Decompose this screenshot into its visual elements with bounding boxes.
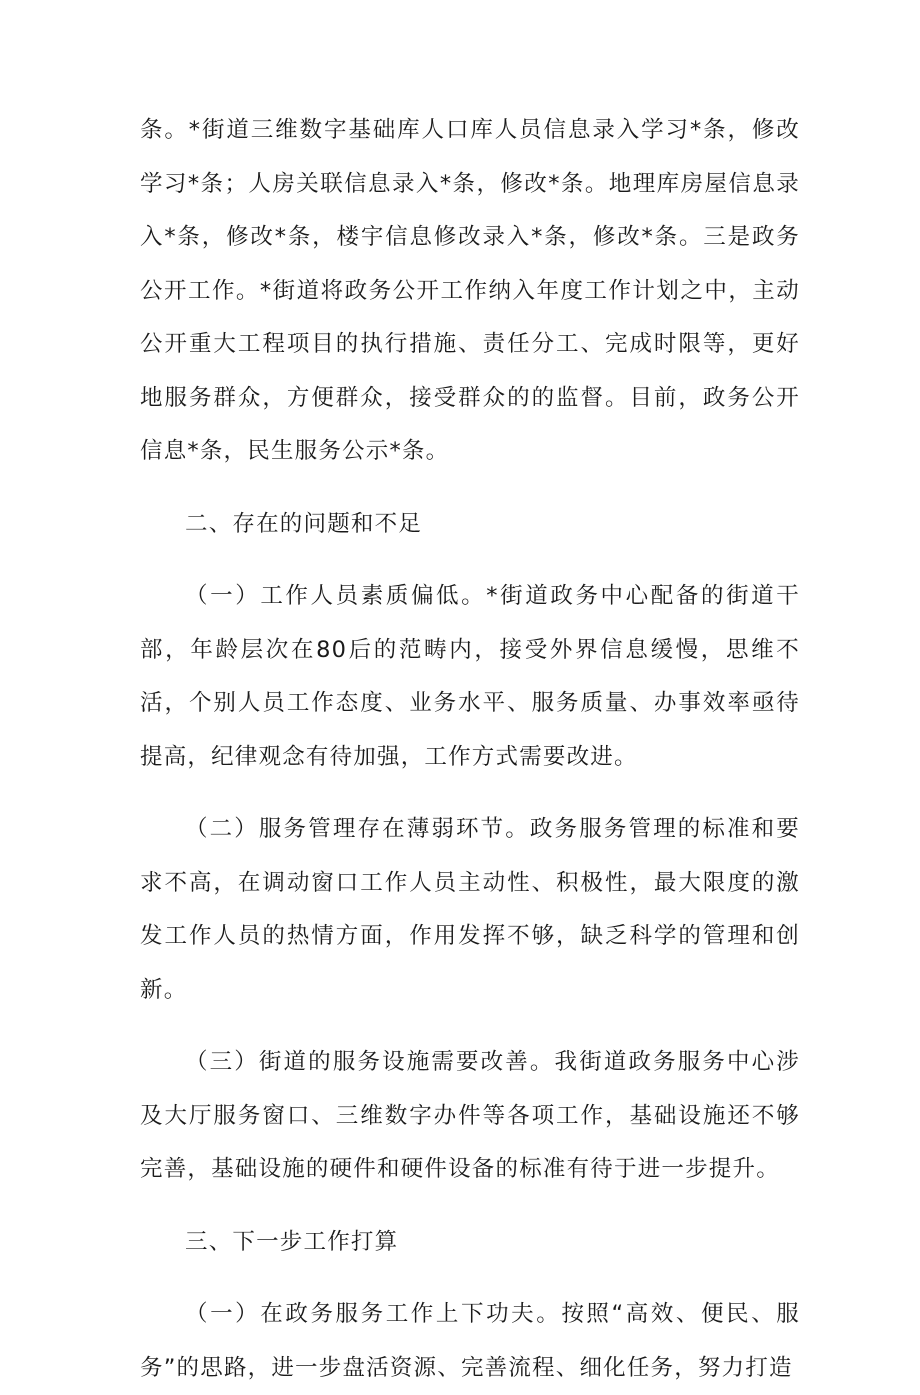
paragraph-problem-1: （一）工作人员素质偏低。*街道政务中心配备的街道干部，年龄层次在80后的范畴内，接受外界信息缓慢，思维不活，个别人员工作态度、业务水平、服务质量、办事效率亟待提高，纪律观念有待加强，工作方式需要改进。 <box>140 583 800 770</box>
paragraph-problem-3: （三）街道的服务设施需要改善。我街道政务服务中心涉及大厅服务窗口、三维数字办件等各项工作，基础设施还不够完善，基础设施的硬件和硬件设备的标准有待于进一步提升。 <box>140 1049 800 1182</box>
paragraph-continuation: 条。*街道三维数字基础库人口库人员信息录入学习*条，修改学习*条；人房关联信息录入*条，修改*条。地理库房屋信息录入*条，修改*条，楼宇信息修改录入*条，修改*条。三是政务公开工作。*街道将政务公开工作纳入年度工作计划之中，主动公开重大工程项目的执行措施、责任分工、完成时限等，更好地服务群众，方便群众，接受群众的的监督。目前，政务公开信息*条，民生服务公示*条。 <box>140 117 800 464</box>
section-heading-problems: 二、存在的问题和不足 <box>185 510 423 537</box>
paragraph-next-step-1: （一）在政务服务工作上下功夫。按照“高效、便民、服务”的思路，进一步盘活资源、完善流程、细化任务，努力打造 <box>140 1301 800 1381</box>
paragraph-problem-2: （二）服务管理存在薄弱环节。政务服务管理的标准和要求不高，在调动窗口工作人员主动性、积极性，最大限度的激发工作人员的热情方面，作用发挥不够，缺乏科学的管理和创新。 <box>140 816 800 1003</box>
document-body <box>140 104 800 1395</box>
section-heading-next-steps: 三、下一步工作打算 <box>185 1228 399 1255</box>
